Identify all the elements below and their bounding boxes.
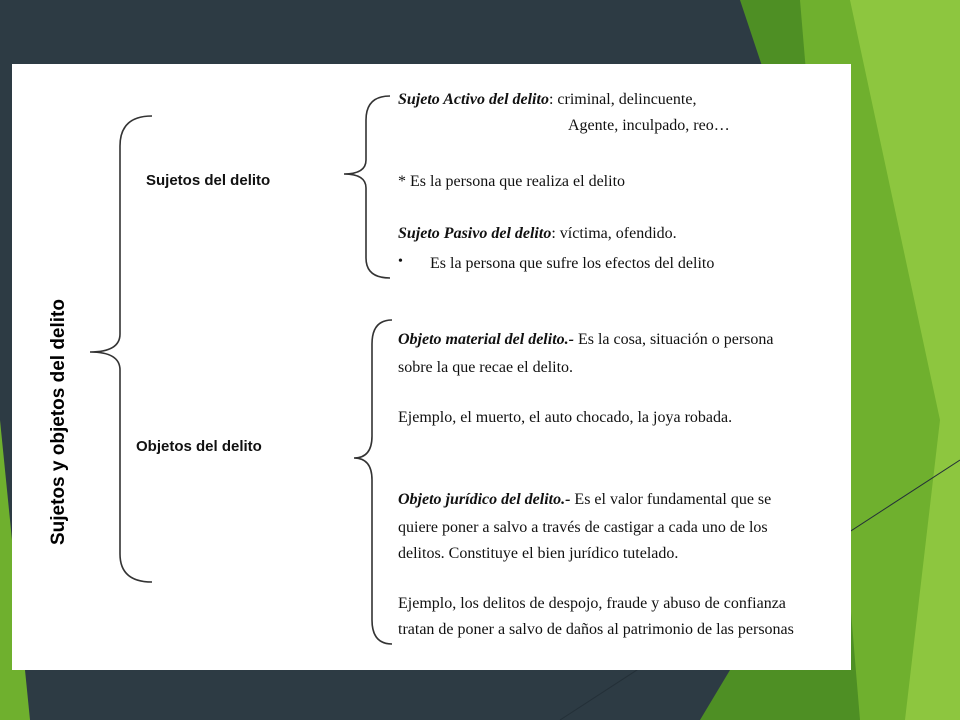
objeto-material-example: Ejemplo, el muerto, el auto chocado, la joya robada.: [398, 409, 733, 426]
sujetos-brace: [344, 96, 390, 278]
sujeto-activo-def-cont: Agente, inculpado, reo…: [568, 117, 730, 134]
objeto-juridico-term: Objeto jurídico del delito.-: [398, 491, 571, 508]
sujeto-activo-def: : criminal, delincuente,: [548, 91, 697, 108]
objeto-material-def-cont: sobre la que recae el delito.: [398, 359, 574, 376]
objetos-label: Objetos del delito: [136, 438, 262, 455]
objeto-juridico-def-cont-1: quiere poner a salvo a través de castigar a cada uno de los: [398, 519, 768, 536]
objeto-material-term: Objeto material del delito.-: [398, 331, 574, 348]
objeto-juridico-example-1: Ejemplo, los delitos de despojo, fraude y abuso de confianza: [398, 595, 786, 612]
objeto-juridico-def-cont-2: delitos. Constituye el bien jurídico tutelado.: [398, 545, 679, 562]
diagram-card: [12, 64, 851, 670]
sujetos-label: Sujetos del delito: [146, 172, 271, 189]
main-brace: [90, 116, 152, 582]
sujeto-activo-line: [398, 90, 696, 109]
bullet-icon: •: [398, 254, 403, 269]
objetos-brace: [354, 320, 392, 644]
diagram-title: Sujetos y objetos del delito: [48, 299, 69, 545]
sujeto-activo-note: * Es la persona que realiza el delito: [398, 173, 626, 190]
sujeto-pasivo-def: : víctima, ofendido.: [551, 225, 677, 242]
sujeto-pasivo-line: [398, 224, 677, 243]
objeto-juridico-def: Es el valor fundamental que se: [570, 491, 772, 508]
objeto-material-def: Es la cosa, situación o persona: [573, 331, 774, 348]
objeto-juridico-line: [398, 490, 771, 509]
sujeto-pasivo-term: Sujeto Pasivo del delito: [398, 225, 552, 242]
sujeto-activo-term: Sujeto Activo del delito: [398, 91, 549, 108]
objeto-juridico-example-2: tratan de poner a salvo de daños al patrimonio de las personas: [398, 621, 794, 638]
sujeto-pasivo-note: Es la persona que sufre los efectos del delito: [430, 255, 715, 272]
objeto-material-line: [398, 330, 773, 349]
